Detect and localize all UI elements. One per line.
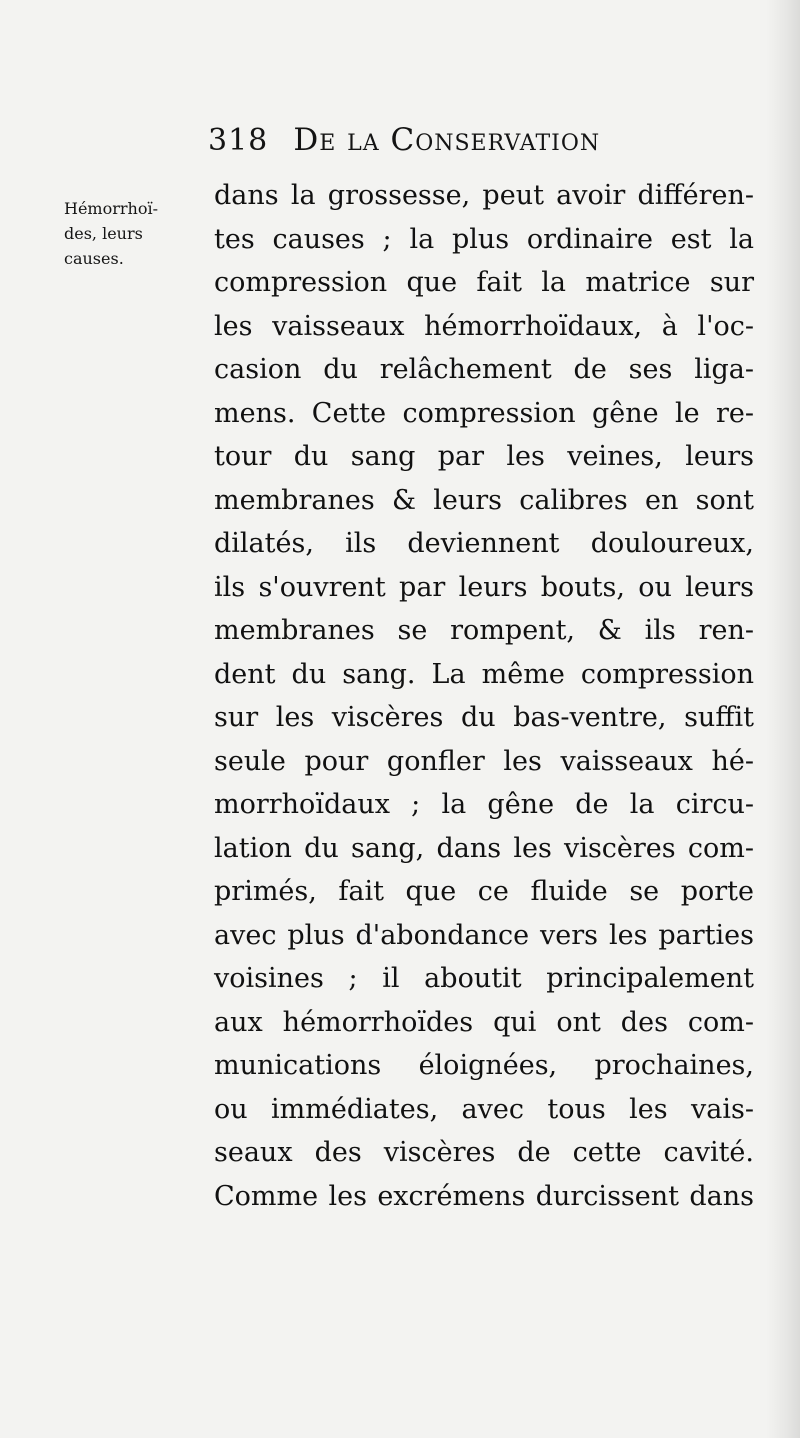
text-line: tour du sang par les veines, leurs [214,441,754,472]
text-line: morrhoïdaux ; la gêne de la circu- [214,789,754,820]
text-line: munications éloignées, prochaines, [214,1050,754,1081]
text-line: aux hémorrhoïdes qui ont des com- [214,1006,754,1038]
text-line: dent du sang. La même compression [214,658,754,690]
text-line: compression que fait la matrice sur [214,267,754,298]
text-line: avec plus d'abondance vers les parties [214,919,754,951]
margin-note-line: des, leurs [64,224,143,243]
text-line: ou immédiates, avec tous les vais- [214,1093,754,1125]
text-line: casion du relâchement de ses liga- [214,354,754,385]
text-line: membranes & leurs calibres en sont [214,484,754,516]
text-line: mens. Cette compression gêne le re- [214,397,754,429]
text-line: dilatés, ils deviennent douloureux, [214,528,754,559]
margin-note [64,196,190,271]
text-line: sur les viscères du bas-ventre, suffit [214,702,754,733]
margin-note-line: causes. [64,249,124,268]
text-line: ils s'ouvrent par leurs bouts, ou leurs [214,571,754,603]
text-line: primés, fait que ce fluide se porte [214,876,754,907]
page-header [208,122,668,172]
text-line: seaux des viscères de cette cavité. [214,1137,754,1168]
page-edge-shadow [766,0,800,1438]
text-line: seule pour gonfler les vaisseaux hé- [214,745,754,777]
text-line: tes causes ; la plus ordinaire est la [214,223,754,255]
text-line: membranes se rompent, & ils ren- [214,615,754,646]
margin-note-line: Hémorrhoï- [64,199,158,218]
body-text [214,174,754,1218]
text-line: voisines ; il aboutit principalement [214,963,754,994]
page-number: 318 [208,123,269,158]
running-title: De la Conservation [293,122,601,158]
text-line: dans la grossesse, peut avoir différen- [214,180,754,211]
text-line: les vaisseaux hémorrhoïdaux, à l'oc- [214,310,754,342]
text-line: Comme les excrémens durcissent dans [214,1180,754,1212]
text-line: lation du sang, dans les viscères com- [214,832,754,864]
